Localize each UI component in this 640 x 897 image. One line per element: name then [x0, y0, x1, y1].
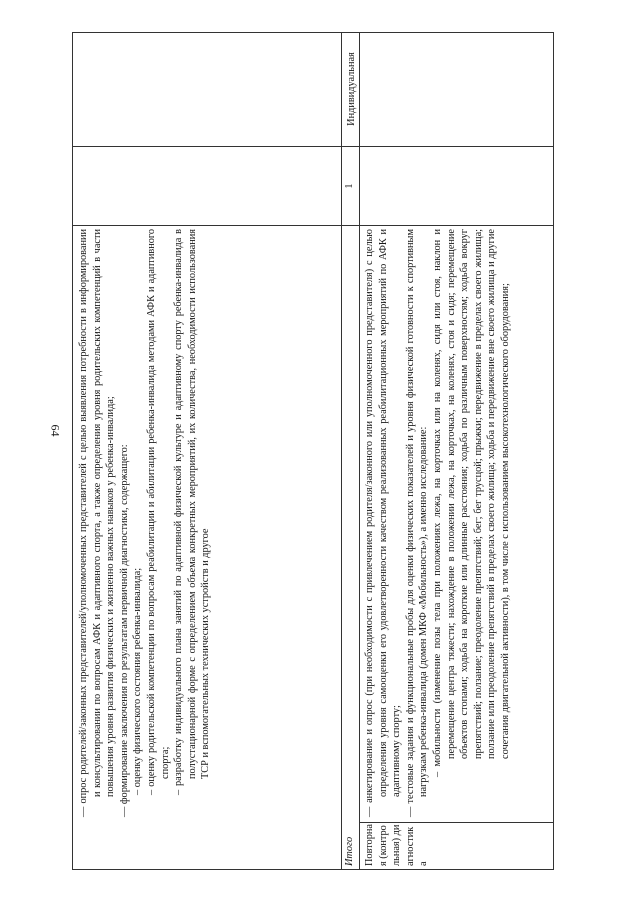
list-item: — тестовые задания и функциональные пробы для оценки физических показателей и уровня физической готовности к спортивным нагрузкам ребенка-инвалида (домен МКФ «Мобильность»), а именно исследование:: [404, 229, 430, 817]
col-divider-count-left: [73, 225, 554, 226]
rotated-table-area: [72, 32, 554, 870]
page-number: 64: [48, 424, 63, 437]
repeat-block-text: [363, 229, 513, 817]
list-item: – мобильности (изменение позы тела при положениях лежа, на корточках или на коленях, сидя или стоя, наклон и перемещение центра тяжести; нахождение в положении лежа, на корточках, на коленях, стоя и сидя; перемещение объектов стопами; ходьба на короткие или длинные расстояния; ходьба по различным поверхностям; ходьба вокруг препятствий; ползание; преодоление препятствий; бег; бег трусцой; прыжки; передвижение в пределах своего жилища; ползание или преодоление препятствий в пределах своего жилища; ходьба и передвижение вне своего жилища и другие сочетания двигательной активности), в том числе с использованием высокотехнологического оборудования;: [431, 229, 511, 777]
list-item: – оценку физического состояния ребенка-инвалида;: [132, 567, 144, 795]
form-of-service: Индивидуальная: [346, 52, 357, 126]
row-divider-itogo-bottom: [359, 32, 360, 869]
service-table: [72, 32, 554, 870]
list-item: — анкетирование и опрос (при необходимости с привлечением родителя/законного или уполномоченного представителя) с целью определения уровня самооценки его удовлетворенности качеством реализованных реабилитационных мероприятий по АФК и адаптивному спорту;: [364, 229, 403, 817]
col-divider-label: [359, 822, 554, 823]
list-item: – разработку индивидуального плана занятий по адаптивной физической культуре и адаптивному спорту ребенка-инвалида в полустационарной форме с определением объема конкретных мероприятий, их количества, необходимости использования ТСР и вспомогательных технических устройств и другое: [173, 229, 212, 795]
list-item: — опрос родителей/законных представителей/уполномоченных представителей с целью выявления потребности в информировании и консультировании по вопросам АФК и адаптивного спорта, а также определения уровня родительских компетенций в части повышения уровня развития физических и жизненно важных навыков у ребенка-инвалида;: [78, 229, 117, 817]
table-rotation-frame: [72, 32, 554, 870]
row-divider-itogo-top: [341, 32, 342, 869]
col-divider-count-right: [73, 146, 554, 147]
list-item: — формирование заключения по результатам первичной диагностики, содержащего:: [118, 444, 130, 817]
repeat-diagnostics-label: Повторная (контрольная) диагностика: [364, 824, 430, 866]
itogo-value: 1: [344, 183, 355, 189]
top-block-text: [77, 229, 213, 817]
itogo-label: Итого: [344, 836, 355, 866]
list-item: – оценку родительской компетенции по вопросам реабилитации и абилитации ребенка-инвалида методами АФК и адаптивного спорта;: [145, 229, 171, 795]
